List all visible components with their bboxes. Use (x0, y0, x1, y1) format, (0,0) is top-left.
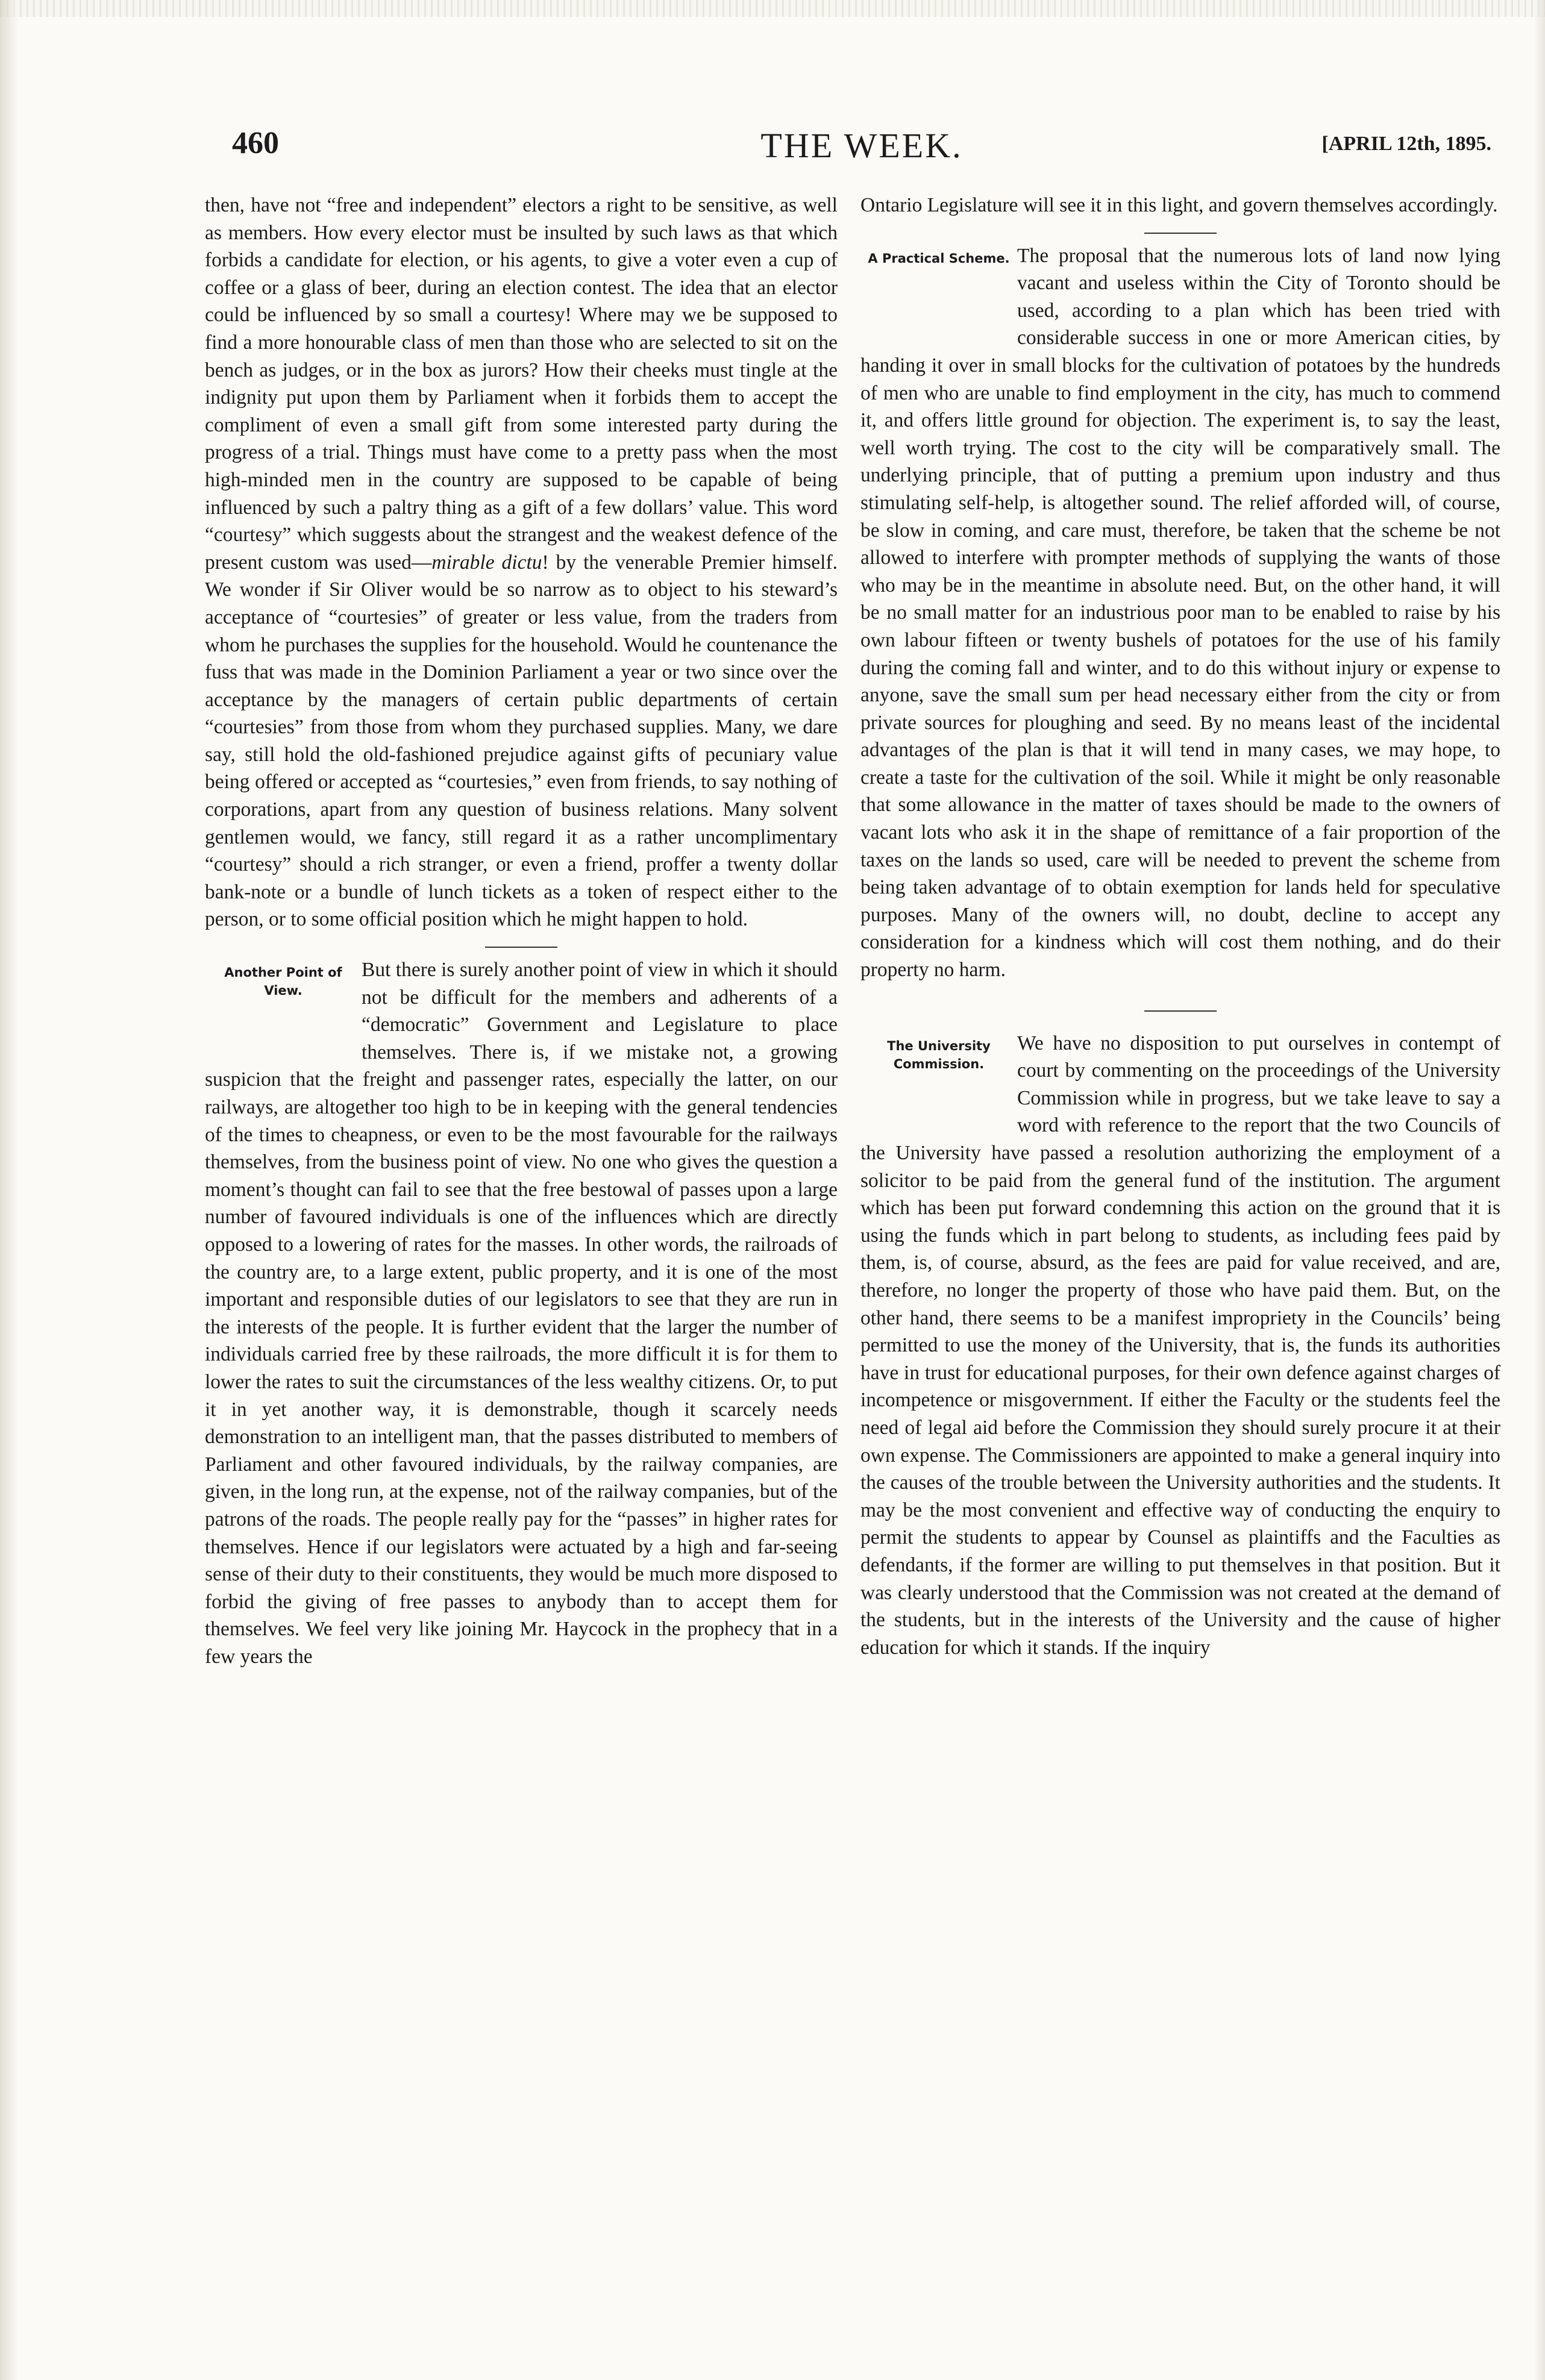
left-paragraph-1 (205, 192, 838, 933)
right-paragraph-0: Ontario Legislature will see it in this light, and govern themselves accordingly. (860, 194, 1498, 216)
scan-edge-top (0, 0, 1545, 17)
left-paragraph-1-text: then, have not “free and independent” electors a right to be sensitive, as well as members. How every elector must be insulted by such laws as that which forbids a candidate for election, or his agents, to give a voter even a cup of coffee or a glass of beer, during an election contest. The idea that an elector could be influenced by so small a courtesy! Where may we be supposed to find a more honourable class of men than those who are selected to sit on the bench as judges, or in the box as jurors? How their cheeks must tingle at the indignity put upon them by Parliament when it forbids them to accept the compliment of even a small gift from some interested party during the progress of a trial. Things must have come to a pretty pass when the most high-minded men in the country are supposed to be capable of being influenced by such a paltry thing as a gift of a few dollars’ value. This word “courtesy” which suggests about the strangest and the weakest defence of the present custom was used— (205, 194, 838, 574)
left-column (205, 192, 838, 1670)
issue-date: [APRIL 12th, 1895. (1321, 133, 1491, 155)
side-heading-another-point-of-view: Another Point of View. (224, 965, 342, 998)
section-divider (1144, 233, 1217, 234)
side-heading-practical-scheme: A Practical Scheme. (868, 251, 1010, 266)
section-divider (1144, 1010, 1217, 1012)
left-paragraph-1-end: ! by the venerable Premier himself. We wonder if Sir Oliver would be so narrow as to object to his steward’s acceptance of “courtesies” of greater or less value, from the traders from whom he purchases the supplies for the household. Would he countenance the fuss that was made in the Dominion Parliament a year or two since over the acceptance by the managers of certain public departments of certain “courtesies” from those from whom they purchased supplies. Many, we dare say, still hold the old-fashioned prejudice against gifts of pecuniary value being offered or accepted as “courtesies,” even from friends, to say nothing of corporations, apart from any question of business relations. Many solvent gentlemen would, we fancy, still regard it as a rather uncomplimentary “courtesy” should a rich stranger, or even a friend, proffer a twenty dollar bank-note or a bundle of lunch tickets as a token of respect either to the person, or to some official position which he might happen to hold. (205, 551, 838, 931)
scan-edge-right (1534, 0, 1545, 2380)
side-heading-university-commission: The University Commission. (887, 1038, 991, 1071)
page-number: 460 (232, 126, 279, 160)
left-paragraph-1-italic: mirable dictu (431, 551, 542, 574)
scan-edge-left (0, 0, 18, 2380)
right-paragraph-2: We have no disposition to put ourselves in contempt of court by commenting on the proceedings of the University Commission while in progress, but we take leave to say a word with reference to the report that the two Councils of the University have passed a resolution authorizing the employment of a solicitor to be paid from the general fund of the institution. The argument which has been put forward condemning this action on the ground that it is using the funds which in part belong to students, as including fees paid by them, is, of course, absurd, as the fees are paid for value received, and are, therefore, no longer the property of those who have paid them. But, on the other hand, there seems to be a manifest impropriety in the Councils’ being permitted to use the money of the University, that is, the funds its authorities have in trust for educational purposes, for their own defence against charges of incompetence or misgovernment. If either the Faculty or the students feel the need of legal aid before the Commission they should surely procure it at their own expense. The Commissioners are appointed to make a general inquiry into the causes of the trouble between the University authorities and the students. It may be the most convenient and effective way of conducting the enquiry to permit the students to appear by Counsel as plaintiffs and the Faculties as defendants, if the former are willing to put themselves in that position. But it was clearly understood that the Commission was not created at the demand of the students, but in the interests of the University and the cause of higher education for which it stands. If the inquiry (860, 1032, 1500, 1659)
masthead-title: THE WEEK. (760, 126, 963, 165)
right-paragraph-1: The proposal that the numerous lots of land now lying vacant and useless within the City of Toronto should be used, according to a plan which has been tried with considerable success in one or more American cities, by handing it over in small blocks for the cultivation of potatoes by the hundreds of men who are unable to find employment in the city, has much to commend it, and offers little ground for objection. The experiment is, to say the least, well worth trying. The cost to the city will be comparatively small. The underlying principle, that of putting a premium upon industry and thus stimulating self-help, is altogether sound. The relief afforded will, of course, be slow in coming, and care must, therefore, be taken that the scheme be not allowed to interfere with prompter methods of supplying the wants of those who may be in the meantime in absolute need. But, on the other hand, it will be no small matter for an industrious poor man to be enabled to raise by his own labour fifteen or twenty bushels of potatoes for the use of his family during the coming fall and winter, and to do this without injury or expense to anyone, save the small sum per head necessary either from the city or from private sources for ploughing and seed. By no means least of the incidental advantages of the plan is that it will tend in many cases, we may hope, to create a taste for the cultivation of the soil. While it might be only reasonable that some allowance in the matter of taxes should be made to the owners of vacant lots who ask it in the shape of remittance of a fair proportion of the taxes on the lands so used, care will be needed to prevent the scheme from being taken advantage of to obtain exemption for lands held for speculative purposes. Many of the owners will, no doubt, decline to accept any consideration for a kindness which will cost them nothing, and do their property no harm. (860, 244, 1500, 982)
section-divider (485, 947, 557, 948)
page-header (232, 125, 1491, 168)
left-paragraph-2: But there is surely another point of view in which it should not be difficult for the members and adherents of a “democratic” Government and Legislature to place themselves. There is, if we mistake not, a growing suspicion that the freight and passenger rates, especially the latter, on our railways, are altogether too high to be in keeping with the general tendencies of the times to cheapness, or even to be the most favourable for the railways themselves, from the business point of view. No one who gives the question a moment’s thought can fail to see that the free bestowal of passes upon a large number of favoured individuals is one of the influences which are directly opposed to a lowering of rates for the masses. In other words, the railroads of the country are, to a large extent, public property, and it is one of the most important and responsible duties of our legislators to see that they are run in the interests of the people. It is further evident that the larger the number of individuals carried free by these railroads, the more difficult it is for them to lower the rates to suit the circumstances of the less wealthy citizens. Or, to put it in yet another way, it is demonstrable, though it scarcely needs demonstration to an intelligent man, that the passes distributed to members of Parliament and other favoured individuals, by the railway companies, are given, in the long run, at the expense, not of the railway companies, but of the patrons of the roads. The people really pay for the “passes” in higher rates for themselves. Hence if our legislators were actuated by a high and far-seeing sense of their duty to their constituents, they would be much more disposed to forbid the giving of free passes to anybody than to accept them for themselves. We feel very like joining Mr. Haycock in the prophecy that in a few years the (205, 959, 838, 1668)
right-column (860, 192, 1500, 1661)
